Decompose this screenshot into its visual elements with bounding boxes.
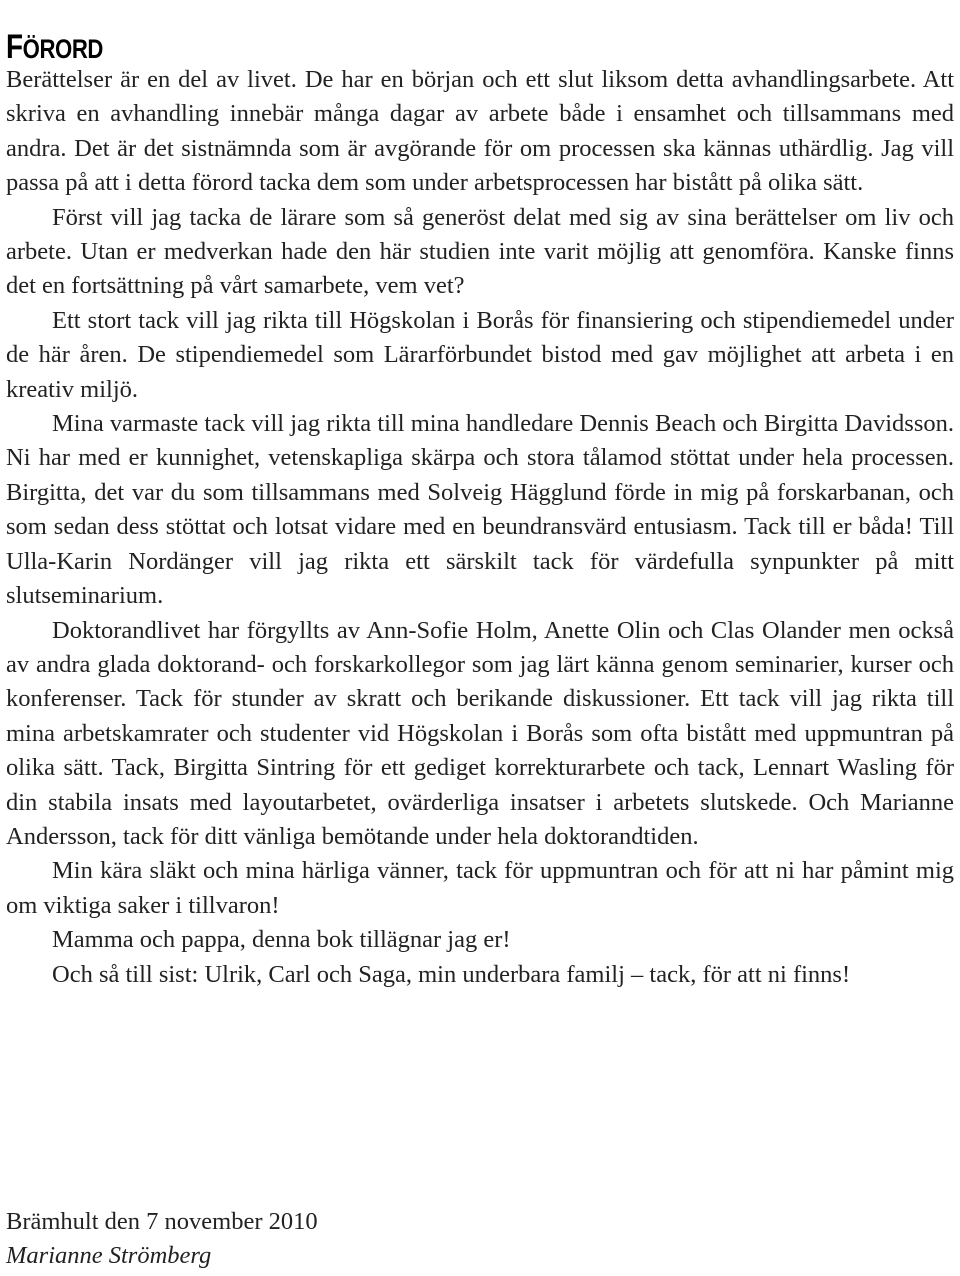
paragraph-friends: Min kära släkt och mina härliga vänner, tack för uppmuntran och för att ni har påmint mig om viktiga saker i tillvaron! <box>6 857 954 919</box>
foreword-body <box>6 63 954 992</box>
page-title-initial: F <box>6 27 23 66</box>
paragraph-intro: Berättelser är en del av livet. De har en början och ett slut liksom detta avhandlingsarbete. Att skriva en avhandling innebär många dagar av arbete både i ensamhet och tillsammans med andra. Det är det sistnämnda som är avgörande för om processen ska kännas uthärdlig. Jag vill passa på att i detta förord tacka dem som under arbetsprocessen har bistått på olika sätt. <box>6 66 954 197</box>
signature-place-date: Brämhult den 7 november 2010 <box>6 1208 318 1235</box>
paragraph-family: Och så till sist: Ulrik, Carl och Saga, min underbara familj – tack, för att ni finns! <box>52 960 851 988</box>
paragraph-funding: Ett stort tack vill jag rikta till Högskolan i Borås för finansiering och stipendiemedel under de här åren. De stipendiemedel som Lärarförbundet bistod med gav möjlighet att arbeta i en kreativ miljö. <box>6 306 954 403</box>
paragraph-colleagues: Doktorandlivet har förgyllts av Ann-Sofie Holm, Anette Olin och Clas Olander men också av andra glada doktorand- och forskarkollegor som jag lärt känna genom seminarier, kurser och konferenser. Tack för stunder av skratt och berikande diskussioner. Ett tack vill jag rikta till mina arbetskamrater och studenter vid Högskolan i Borås som ofta bistått med uppmuntran på olika sätt. Tack, Birgitta Sintring för ett gediget korrekturarbete och tack, Lennart Wasling för din stabila insats med layoutarbetet, ovärderliga insatser i arbetets slutskede. Och Marianne Andersson, tack för ditt vänliga bemötande under hela doktorandtiden. <box>6 616 954 850</box>
signature-author-name: Marianne Strömberg <box>6 1242 212 1270</box>
paragraph-teachers: Först vill jag tacka de lärare som så generöst delat med sig av sina berättelser om liv och arbete. Utan er medverkan hade den här studien inte varit möjlig att genomföra. Kanske finns det en fortsättning på vårt samarbete, vem vet? <box>6 203 954 300</box>
paragraph-parents: Mamma och pappa, denna bok tillägnar jag er! <box>52 926 511 954</box>
page-title-rest: ÖRORD <box>22 33 103 64</box>
paragraph-supervisors: Mina varmaste tack vill jag rikta till mina handledare Dennis Beach och Birgitta Davidsson. Ni har med er kunnighet, vetenskapliga skärpa och stora tålamod stöttat under hela processen. Birgitta, det var du som tillsammans med Solveig Hägglund förde in mig på forskarbanan, och som sedan dess stöttat och lotsat vidare med en beundransvärd entusiasm. Tack till er båda! Till Ulla-Karin Nordänger vill jag rikta ett särskilt tack för värdefulla synpunkter på mitt slutseminarium. <box>6 410 954 610</box>
signature-block <box>6 1205 318 1274</box>
